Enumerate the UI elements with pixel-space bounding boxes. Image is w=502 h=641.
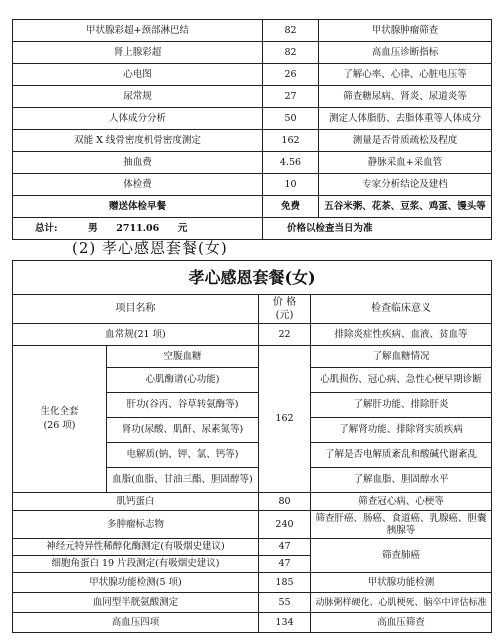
item-meaning: 了解肝功能、排除肝炎 xyxy=(311,393,492,418)
total-label: 总计: xyxy=(35,222,58,234)
item-meaning: 了解心率、心律、心脏电压等 xyxy=(319,64,492,86)
item-price: 80 xyxy=(259,493,311,511)
item-name: 血脂(血脂、甘油三酯、胆固醇等) xyxy=(107,468,259,493)
table-row xyxy=(13,613,492,633)
price-note: 价格以检查当日为准 xyxy=(263,218,492,240)
item-price: 27 xyxy=(263,86,319,108)
biochem-group-label: 生化全套 (26 项) xyxy=(13,346,107,493)
header-price: 价 格 (元) xyxy=(259,295,311,324)
item-meaning: 专家分析结论及建档 xyxy=(319,174,492,196)
item-price: 47 xyxy=(259,556,311,573)
table-title-row xyxy=(13,261,492,295)
item-name: 甲状腺彩超+颈部淋巴结 xyxy=(13,20,263,42)
item-meaning: 排除炎症性疾病、血液、贫血等 xyxy=(311,324,492,346)
item-price: 55 xyxy=(259,593,311,613)
table-row xyxy=(13,20,492,42)
item-meaning: 静脉采血+采血管 xyxy=(319,152,492,174)
item-name: 细胞角蛋白 19 片段测定(有吸烟史建议) xyxy=(13,556,259,573)
item-name: 肌钙蛋白 xyxy=(13,493,259,511)
item-price: 10 xyxy=(263,174,319,196)
item-price: 4.56 xyxy=(263,152,319,174)
item-price: 134 xyxy=(259,613,311,633)
gift-row xyxy=(13,196,492,218)
item-name: 肝功(谷丙、谷草转氨酶等) xyxy=(107,393,259,418)
item-price: 47 xyxy=(259,539,311,556)
item-price: 240 xyxy=(259,511,311,539)
gift-price: 免费 xyxy=(263,196,319,218)
item-price: 82 xyxy=(263,20,319,42)
item-price: 50 xyxy=(263,108,319,130)
item-name: 肾功(尿酸、肌酐、尿素氮等) xyxy=(107,418,259,443)
item-meaning: 了解血脂、胆固醇水平 xyxy=(311,468,492,493)
table-row xyxy=(13,108,492,130)
package-table-female xyxy=(12,260,492,633)
table-row xyxy=(13,573,492,593)
item-name: 血常规(21 项) xyxy=(13,324,259,346)
item-name: 人体成分分析 xyxy=(13,108,263,130)
gift-meaning: 五谷米粥、花茶、豆浆、鸡蛋、馒头等 xyxy=(319,196,492,218)
item-price: 82 xyxy=(263,42,319,64)
header-item: 项目名称 xyxy=(13,295,259,324)
section-caption: (2) 孝心感恩套餐(女) xyxy=(72,239,228,257)
item-meaning: 了解血糖情况 xyxy=(311,346,492,368)
item-name: 抽血费 xyxy=(13,152,263,174)
item-meaning: 高血压筛查 xyxy=(311,613,492,633)
item-name: 多肿瘤标志物 xyxy=(13,511,259,539)
table-row xyxy=(13,539,492,556)
item-price: 185 xyxy=(259,573,311,593)
item-meaning: 筛查肝癌、肠癌、食道癌、乳腺癌、胆囊胰腺等 xyxy=(311,511,492,539)
item-meaning: 甲状腺肿瘤筛查 xyxy=(319,20,492,42)
item-meaning: 心肌损伤、冠心病、急性心梗早期诊断 xyxy=(311,368,492,393)
item-price: 22 xyxy=(259,324,311,346)
item-meaning: 了解是否电解质紊乱和酸碱代谢紊乱 xyxy=(311,443,492,468)
table-row xyxy=(13,346,492,368)
table-row xyxy=(13,324,492,346)
table-row xyxy=(13,174,492,196)
item-name: 心肌酶谱(心功能) xyxy=(107,368,259,393)
table-header-row xyxy=(13,295,492,324)
table-row xyxy=(13,86,492,108)
item-meaning: 测量是否骨质疏松及程度 xyxy=(319,130,492,152)
table-row xyxy=(13,511,492,539)
item-name: 电解质(钠、钾、氯、钙等) xyxy=(107,443,259,468)
total-amount: 2711.06 xyxy=(116,222,160,234)
item-meaning: 高血压诊断指标 xyxy=(319,42,492,64)
item-name: 空腹血糖 xyxy=(107,346,259,368)
table-row xyxy=(13,130,492,152)
item-name: 血同型半胱氨酸测定 xyxy=(13,593,259,613)
package-table-male xyxy=(12,19,492,240)
item-name: 神经元特异性稀醇化酶测定(有吸烟史建议) xyxy=(13,539,259,556)
lung-meaning: 筛查肺癌 xyxy=(311,539,492,573)
item-meaning: 筛查冠心病、心梗等 xyxy=(311,493,492,511)
item-meaning: 测定人体脂肪、去脂体重等人体成分 xyxy=(319,108,492,130)
total-gender: 男 xyxy=(88,222,98,234)
table-title: 孝心感恩套餐(女) xyxy=(13,261,492,295)
table-row xyxy=(13,493,492,511)
item-meaning: 甲状腺功能检测 xyxy=(311,573,492,593)
item-meaning: 筛查糖尿病、肾炎、尿道炎等 xyxy=(319,86,492,108)
item-name: 心电图 xyxy=(13,64,263,86)
item-meaning: 动脉粥样硬化、心肌梗死、脑卒中评估标准 xyxy=(311,593,492,613)
total-unit: 元 xyxy=(177,222,188,234)
biochem-price: 162 xyxy=(259,346,311,493)
item-name: 甲状腺功能检测(5 项) xyxy=(13,573,259,593)
item-name: 肾上腺彩超 xyxy=(13,42,263,64)
gift-item: 赠送体检早餐 xyxy=(13,196,263,218)
table-row xyxy=(13,593,492,613)
table-row xyxy=(13,42,492,64)
item-price: 26 xyxy=(263,64,319,86)
item-name: 体检费 xyxy=(13,174,263,196)
header-meaning: 检查临床意义 xyxy=(311,295,492,324)
item-name: 高血压四项 xyxy=(13,613,259,633)
table-row xyxy=(13,64,492,86)
item-name: 双能 X 线骨密度机骨密度测定 xyxy=(13,130,263,152)
item-name: 尿常规 xyxy=(13,86,263,108)
item-meaning: 了解肾功能、排除肾实质疾病 xyxy=(311,418,492,443)
item-price: 162 xyxy=(263,130,319,152)
table-row xyxy=(13,152,492,174)
